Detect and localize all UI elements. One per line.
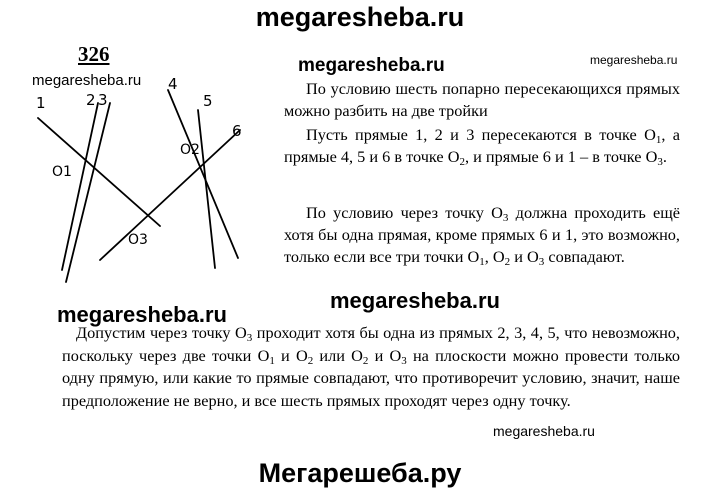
geometry-figure: [0, 60, 270, 300]
line-label-6: 6: [232, 122, 242, 140]
paragraph-1: По условию шесть попарно пересекающихся прямых можно разбить на две тройки: [284, 79, 680, 120]
line-label-3: 3: [98, 91, 108, 109]
point-label-o3: O3: [128, 232, 148, 248]
line-label-5: 5: [203, 92, 213, 110]
watermark-right-small: megaresheba.ru: [590, 53, 678, 67]
line-4: [168, 90, 238, 258]
line-5: [198, 110, 215, 268]
paragraph-2: Пусть прямые 1, 2 и 3 пересекаются в точке $O_1$, а прямые 4, 5 и 6 в точке $O_2$, и прямые 6 и 1 – в точке $O_3$.: [284, 125, 681, 168]
problem-number: 326: [78, 42, 110, 66]
paragraph-3: По условию через точку $O_3$ должна проходить ещё хотя бы одна прямая, кроме прямых 6 и 1, это возможно, только если все три точки $O_1$, $O_2$ и $O_3$ совпадают.: [284, 203, 680, 268]
line-2: [62, 103, 98, 270]
line-label-2: 2: [86, 91, 96, 109]
watermark-mid-right: megaresheba.ru: [330, 288, 500, 313]
watermark-figure: megaresheba.ru: [32, 72, 142, 89]
watermark-bottom-small: megaresheba.ru: [493, 423, 595, 439]
point-label-o1: O1: [52, 164, 72, 180]
watermark-bottom: Мегарешеба.ру: [258, 458, 462, 488]
line-label-4: 4: [168, 75, 178, 93]
watermark-top: megaresheba.ru: [255, 2, 465, 32]
line-3: [66, 103, 110, 282]
point-label-o2: O2: [180, 142, 200, 158]
line-6: [100, 130, 240, 260]
watermark-mid-left: megaresheba.ru: [57, 302, 227, 327]
paragraph-4: Допустим через точку $O_3$ проходит хотя бы одна из прямых 2, 3, 4, 5, что невозможно, поскольку через две точки $O_1$ и $O_2$ или $O_2$ и $O_3$ на плоскости можно провести только одну прямую, или какие то прямые совпадают, что противоречит условию, значит, наше предположение не верно, и все шесть прямых проходят через одну точку.: [62, 323, 680, 410]
watermark-center: megaresheba.ru: [298, 55, 445, 76]
line-label-1: 1: [36, 94, 46, 112]
